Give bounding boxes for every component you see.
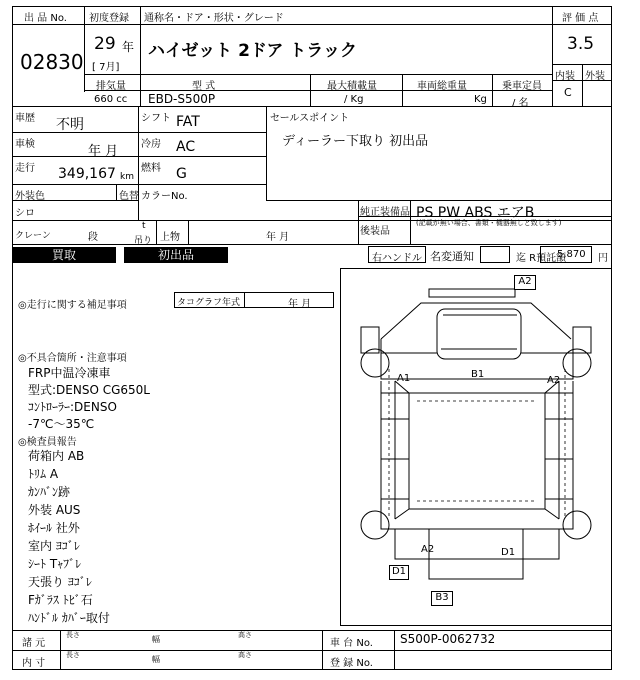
reg-year-unit: 年	[122, 40, 135, 54]
exterior-label: 外装	[585, 71, 605, 82]
reg-year: 29	[94, 34, 116, 54]
damage-mark-d1-box: D1	[389, 565, 409, 580]
gross-weight-value: Kg	[474, 94, 487, 105]
displacement-label: 排気量	[96, 81, 126, 92]
history-label: 車歴	[15, 113, 35, 124]
defect-line: 型式:DENSO CG650L	[28, 383, 150, 397]
reg-month: [ 7月]	[92, 62, 120, 73]
vehicle-name: ハイゼット 2ドア トラック	[148, 41, 357, 61]
max-load-value: / Kg	[344, 94, 364, 105]
inspector-line: ｶﾝﾊﾞﾝ跡	[28, 485, 71, 499]
defect-line: -7℃～35℃	[28, 417, 95, 431]
defects-title: ◎不具合箇所・注意事項	[18, 353, 127, 364]
damage-mark-d1-center: D1	[501, 547, 516, 558]
crane-label: クレーン	[15, 231, 51, 241]
tacho-date: 年 月	[288, 299, 312, 310]
max-load-label: 最大積載量	[327, 81, 377, 92]
inspector-line: Fｶﾞﾗｽ ﾄﾋﾞ石	[28, 593, 93, 607]
name-change-label: 名変通知	[430, 250, 474, 263]
damage-mark-a2-low: A2	[421, 544, 435, 555]
inspector-line: ﾎｲｰﾙ 社外	[28, 521, 80, 535]
tacho-label: タコグラフ年式	[177, 298, 241, 308]
fuel-value: G	[176, 166, 187, 182]
crane-t: t	[142, 221, 146, 231]
rhd-flag: 右ハンドル	[372, 253, 422, 264]
interior-score: C	[564, 86, 572, 99]
defect-line: ｺﾝﾄﾛｰﾗｰ:DENSO	[28, 400, 117, 414]
shift-value: FAT	[176, 114, 200, 130]
inspector-line: 外装 AUS	[28, 503, 81, 517]
yen-unit: 円	[598, 253, 608, 264]
width-label: 幅	[152, 635, 160, 644]
length-label-2: 長さ	[66, 651, 80, 659]
aftermarket-label: 後装品	[360, 226, 390, 237]
chassis-value: S500P-0062732	[400, 632, 496, 646]
mileage-value: 349,167	[58, 166, 116, 182]
shift-label: シフト	[141, 113, 171, 124]
first-reg-label: 初度登録	[89, 13, 129, 24]
auction-sheet	[12, 6, 612, 670]
score-label: 評 価 点	[562, 13, 599, 24]
r-label: 迄 R預託額	[516, 253, 567, 264]
buy-bar: 買取	[12, 247, 116, 263]
mileage-label: 走行	[15, 163, 35, 174]
width-label-2: 幅	[152, 655, 160, 664]
inspector-list	[28, 447, 110, 627]
inspection-value: 年 月	[88, 144, 119, 159]
lot-label: 出 品 No.	[24, 13, 67, 24]
defects-list	[28, 364, 150, 432]
inspector-title: ◎検査員報告	[18, 437, 77, 448]
fuel-label: 燃料	[141, 163, 161, 174]
inspector-line: ｼｰﾄ Tｬﾌﾞﾚ	[28, 557, 82, 571]
inspector-line: 天張り ﾖｺﾞﾚ	[28, 575, 92, 589]
first-listing-bar: 初出品	[124, 247, 228, 263]
height-label: 高さ	[238, 631, 252, 639]
score-value: 3.5	[567, 34, 595, 54]
chassis-label: 車 台 No.	[330, 638, 373, 649]
sales-point-value: ディーラー下取り 初出品	[282, 134, 429, 149]
dims-label: 諸 元	[22, 638, 46, 649]
mileage-unit: km	[120, 172, 134, 182]
color-value: シロ	[15, 208, 35, 219]
length-label: 長さ	[66, 631, 80, 639]
inspector-line: ﾊﾝﾄﾞﾙ ｶﾊﾞｰ取付	[28, 611, 110, 625]
equipment-value: PS PW ABS エアB	[416, 205, 535, 221]
reg-no-label: 登 録 No.	[330, 658, 373, 669]
inspector-line: 荷箱内 AB	[28, 449, 85, 463]
gross-weight-label: 車両総重量	[417, 81, 467, 92]
damage-mark-a2-right: A2	[547, 375, 561, 386]
model-value: EBD-S500P	[148, 92, 216, 106]
aircon-label: 冷房	[141, 139, 161, 150]
mount-date: 年 月	[266, 232, 290, 243]
model-label: 型 式	[192, 81, 216, 92]
lot-number: 02830	[20, 50, 84, 74]
interior-label: 内装	[555, 71, 575, 82]
damage-mark-a1: A1	[397, 373, 411, 384]
damage-mark-b3: B3	[431, 591, 453, 606]
defect-line: FRP中温冷凍車	[28, 366, 111, 380]
capacity-value: / 名	[512, 98, 529, 109]
damage-diagram	[340, 268, 612, 626]
truck-outline	[341, 269, 611, 625]
damage-mark-a2-top: A2	[514, 275, 536, 290]
displacement-value: 660 cc	[94, 94, 128, 105]
crane-hang: 吊り	[134, 236, 153, 246]
history-value: 不明	[56, 117, 84, 133]
color-no-label: 色替	[119, 191, 139, 202]
color-label: 外装色	[15, 191, 45, 202]
inspector-line: ﾄﾘﾑ A	[28, 467, 59, 481]
inner-size-label: 内 寸	[22, 658, 46, 669]
aftermarket-note: (記載が無い場合、書類・機器無しと致します)	[416, 219, 562, 227]
run-label: ◎走行に関する補足事項	[18, 300, 127, 311]
capacity-label: 乗車定員	[502, 81, 542, 92]
crane-unit: 段	[88, 232, 98, 243]
height-label-2: 高さ	[238, 651, 252, 659]
inspector-line: 室内 ﾖｺﾞﾚ	[28, 539, 80, 553]
damage-mark-b1: B1	[471, 369, 485, 380]
equipment-label: 純正装備品	[360, 207, 410, 218]
mount-label: 上物	[160, 232, 180, 243]
color-code-label: カラーNo.	[141, 191, 188, 202]
inspection-label: 車検	[15, 139, 35, 150]
aircon-value: AC	[176, 139, 196, 155]
name-label: 通称名・ドア・形状・グレード	[144, 13, 284, 24]
recycle-fee: 5,870	[557, 249, 586, 260]
sales-point-label: セールスポイント	[270, 113, 350, 124]
